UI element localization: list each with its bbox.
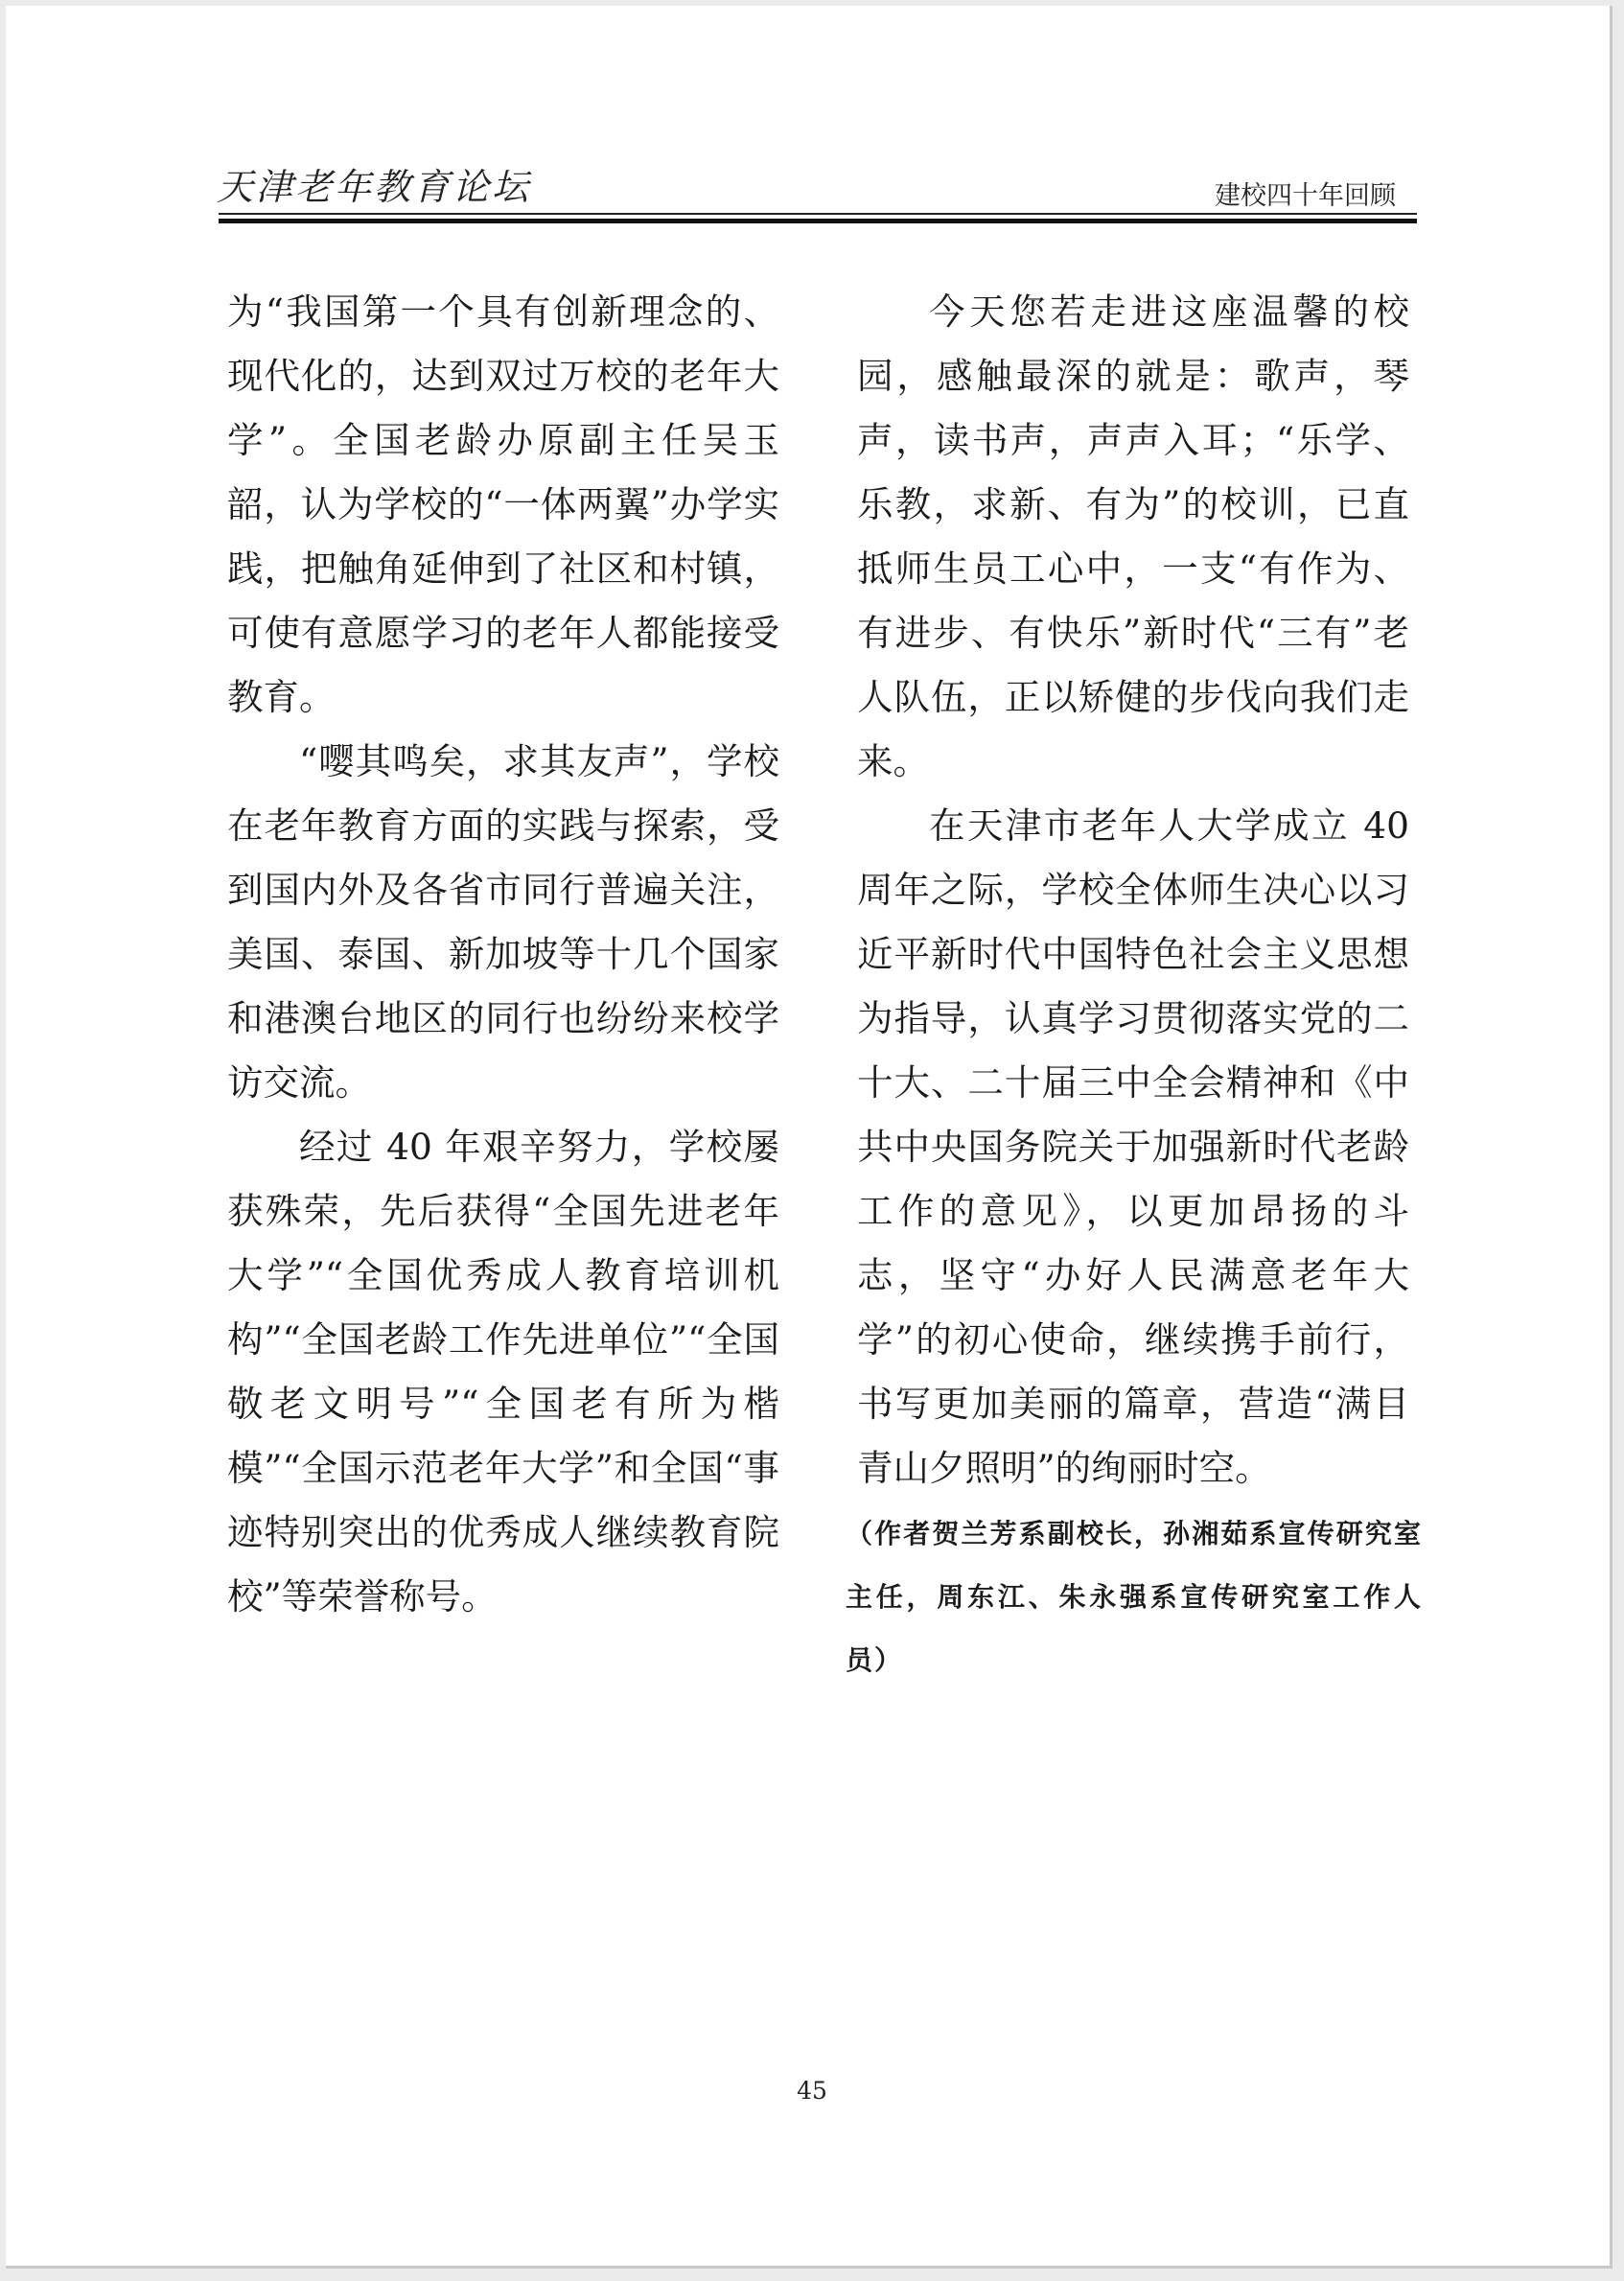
paragraph: 为“我国第一个具有创新理念的、现代化的，达到双过万校的老年大学”。全国老龄办原副主任吴玉韶，认为学校的“一体两翼”办学实践，把触角延伸到了社区和村镇，可使有意愿学习的老年人都能接受教育。 [227,291,779,718]
paragraph: “嘤其鸣矣，求其友声”，学校在老年教育方面的实践与探索，受到国内外及各省市同行普遍关注，美国、泰国、新加坡等十几个国家和港澳台地区的同行也纷纷来校学访交流。 [227,740,779,1104]
journal-title-logo: 天津老年教育论坛 [217,166,532,208]
page-number: 45 [797,2077,827,2105]
author-byline: （作者贺兰芳系副校长，孙湘茹系宣传研究室主任，周东江、朱永强系宣传研究室工作人员） [846,1518,1423,1676]
header-rule-thick [219,219,1417,223]
document-page [6,6,1612,2269]
right-column [846,280,1423,1692]
paragraph: 在天津市老年人大学成立 40 周年之际，学校全体师生决心以习近平新时代中国特色社会主义思想为指导，认真学习贯彻落实党的二十大、二十届三中全会精神和《中共中央国务院关于加强新时代老龄工作的意见》，以更加昂扬的斗志，坚守“办好人民满意老年大学”的初心使命，继续携手前行，书写更加美丽的篇章，营造“满目青山夕照明”的绚丽时空。 [857,804,1409,1489]
header-rule-thin [219,213,1417,215]
paragraph: 经过 40 年艰辛努力，学校屡获殊荣，先后获得“全国先进老年大学”“全国优秀成人教育培训机构”“全国老龄工作先进单位”“全国敬老文明号”“全国老有所为楷模”“全国示范老年大学”和全国“事迹特别突出的优秀成人继续教育院校”等荣誉称号。 [227,1126,779,1618]
paragraph: 今天您若走进这座温馨的校园，感触最深的就是：歌声，琴声，读书声，声声入耳；“乐学、乐教，求新、有为”的校训，已直抵师生员工心中，一支“有作为、有进步、有快乐”新时代“三有”老人队伍，正以矫健的步伐向我们走来。 [857,291,1409,782]
section-title: 建校四十年回顾 [1215,181,1396,211]
left-column [227,280,779,1629]
